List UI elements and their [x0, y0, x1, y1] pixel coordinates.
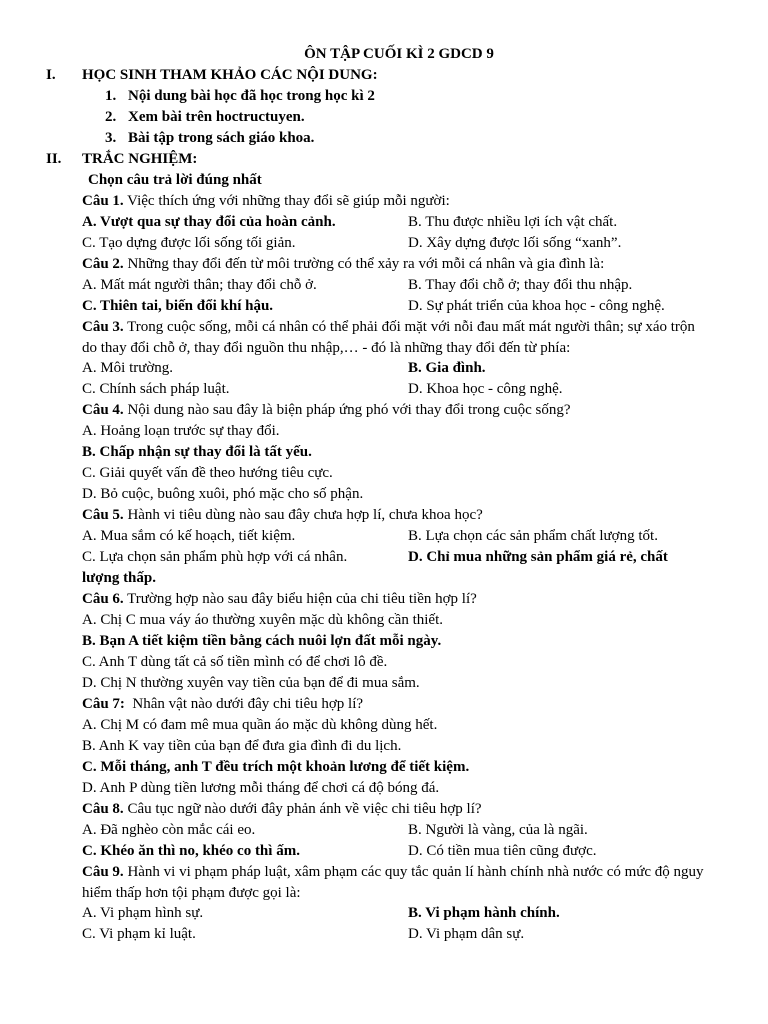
option-a: A. Chị M có đam mê mua quần áo mặc dù không dùng hết. — [82, 716, 438, 733]
question-label: Câu 2. — [82, 256, 124, 272]
option-b: B. Người là vàng, của là ngãi. — [408, 821, 588, 838]
question-text: Trường hợp nào sau đây biểu hiện của chi tiêu tiền hợp lí? — [123, 590, 477, 607]
list-item — [105, 107, 768, 128]
option-c: C. Lựa chọn sản phẩm phù hợp với cá nhân. — [82, 549, 348, 566]
question-text: Hành vi tiêu dùng nào sau đây chưa hợp lí, chưa khoa học? — [123, 507, 483, 524]
option-a: A. Vượt qua sự thay đổi của hoàn cảnh. — [82, 214, 336, 230]
question-label: Câu 4. — [82, 402, 124, 419]
options-row — [0, 547, 768, 588]
list-item-number: 3. — [105, 130, 117, 146]
option-d: D. Chỉ mua những sản phẩm giá rẻ, chất lượng thấp. — [82, 549, 668, 587]
list-item-text: Xem bài trên hoctructuyen. — [128, 109, 305, 125]
list-item-text: Bài tập trong sách giáo khoa. — [128, 130, 315, 146]
option-a: A. Môi trường. — [82, 360, 174, 377]
section-1-list — [0, 86, 768, 149]
option-a: A. Hoảng loạn trước sự thay đổi. — [82, 423, 280, 440]
options-row — [0, 275, 768, 296]
question-3 — [0, 317, 768, 358]
options-row — [0, 296, 768, 317]
option-c: C. Vi phạm kỉ luật. — [82, 926, 196, 943]
question-text: Hành vi vi phạm pháp luật, xâm phạm các quy tắc quản lí hành chính nhà nước có mức độ nguy hiểm thấp hơn tội phạm được gọi là: — [82, 863, 704, 901]
option-b: B. Thu được nhiều lợi ích vật chất. — [408, 214, 618, 230]
options-row — [0, 841, 768, 862]
option-b: B. Lựa chọn các sản phẩm chất lượng tốt. — [408, 528, 658, 545]
question-1 — [0, 191, 768, 212]
option-b: B. Thay đổi chỗ ở; thay đổi thu nhập. — [408, 277, 633, 293]
option-a: A. Mất mát người thân; thay đổi chỗ ở. — [82, 277, 317, 293]
question-label: Câu 9. — [82, 863, 124, 880]
section-2-title: TRẮC NGHIỆM: — [82, 151, 198, 167]
document-page — [0, 44, 768, 945]
option-b: B. Vi phạm hành chính. — [408, 905, 560, 922]
option-d: D. Vi phạm dân sự. — [408, 926, 525, 943]
option-d: D. Bỏ cuộc, buông xuôi, phó mặc cho số phận. — [82, 486, 364, 503]
option-d: D. Anh P dùng tiền lương mỗi tháng để chơi cá độ bóng đá. — [82, 779, 440, 796]
options-row — [0, 358, 768, 379]
question-text: Việc thích ứng với những thay đổi sẽ giúp mỗi người: — [123, 193, 450, 209]
options-row — [0, 820, 768, 841]
question-label: Câu 8. — [82, 800, 124, 817]
question-text: Câu tục ngữ nào dưới đây phản ánh về việc chi tiêu hợp lí? — [123, 800, 482, 817]
options-row — [0, 924, 768, 945]
question-text: Nội dung nào sau đây là biện pháp ứng phó với thay đổi trong cuộc sống? — [123, 402, 571, 419]
question-7 — [0, 694, 768, 715]
question-label: Câu 3. — [82, 319, 124, 335]
option-b: B. Bạn A tiết kiệm tiền bằng cách nuôi lợn đất mỗi ngày. — [82, 632, 442, 649]
option-c: C. Anh T dùng tất cả số tiền mình có để chơi lô đề. — [82, 653, 388, 670]
option-b: B. Anh K vay tiền của bạn để đưa gia đình đi du lịch. — [82, 737, 402, 754]
option-d: D. Khoa học - công nghệ. — [408, 381, 563, 398]
question-label: Câu 1. — [82, 193, 124, 209]
options-row — [0, 233, 768, 254]
question-5 — [0, 505, 768, 526]
option-c: C. Khéo ăn thì no, khéo co thì ấm. — [82, 842, 300, 859]
option-d: D. Sự phát triển của khoa học - công nghệ. — [408, 298, 665, 314]
question-text: Nhân vật nào dưới đây chi tiêu hợp lí? — [124, 695, 364, 712]
options-row — [0, 212, 768, 233]
list-item-text: Nội dung bài học đã học trong học kì 2 — [128, 88, 375, 104]
options-row — [0, 379, 768, 400]
options-row — [0, 526, 768, 547]
options-row — [0, 903, 768, 924]
option-d: D. Chị N thường xuyên vay tiền của bạn để đi mua sắm. — [82, 674, 420, 691]
option-b: B. Chấp nhận sự thay đổi là tất yếu. — [82, 444, 312, 461]
option-c: C. Thiên tai, biến đổi khí hậu. — [82, 298, 274, 314]
list-item — [105, 128, 768, 149]
option-d: D. Có tiền mua tiên cũng được. — [408, 842, 597, 859]
question-4 — [0, 400, 768, 421]
section-1-heading — [0, 65, 768, 86]
option-c: C. Tạo dựng được lối sống tối giản. — [82, 235, 296, 251]
option-a: A. Đã nghèo còn mắc cái eo. — [82, 821, 256, 838]
option-c: C. Mỗi tháng, anh T đều trích một khoản lương để tiết kiệm. — [82, 758, 470, 775]
option-d: D. Xây dựng được lối sống “xanh”. — [408, 235, 622, 251]
question-9 — [0, 862, 768, 903]
list-item-number: 1. — [105, 88, 117, 104]
section-2-number: II. — [46, 151, 62, 167]
option-a: A. Mua sắm có kế hoạch, tiết kiệm. — [82, 528, 296, 545]
question-label: Câu 7: — [82, 695, 125, 712]
list-item-number: 2. — [105, 109, 117, 125]
option-b: B. Gia đình. — [408, 360, 486, 377]
section-1-title: HỌC SINH THAM KHẢO CÁC NỘI DUNG: — [82, 67, 378, 83]
section-2-heading — [0, 149, 768, 170]
question-label: Câu 5. — [82, 507, 124, 524]
option-a: A. Chị C mua váy áo thường xuyên mặc dù không cần thiết. — [82, 611, 443, 628]
option-a: A. Vi phạm hình sự. — [82, 905, 204, 922]
section-1-number: I. — [46, 67, 56, 83]
option-c: C. Giải quyết vấn đề theo hướng tiêu cực. — [82, 465, 333, 482]
option-c: C. Chính sách pháp luật. — [82, 381, 230, 398]
instruction: Chọn câu trả lời đúng nhất — [88, 172, 262, 188]
question-text: Những thay đổi đến từ môi trường có thể xảy ra với mỗi cá nhân và gia đình là: — [123, 256, 605, 272]
question-label: Câu 6. — [82, 590, 124, 607]
question-text: Trong cuộc sống, mỗi cá nhân có thể phải đối mặt với nỗi đau mất mát người thân; sự xáo trộn do thay đổi chỗ ở, thay đổi nguồn thu nhập,… - đó là những thay đổi đến từ phía: — [82, 319, 695, 356]
question-6 — [0, 589, 768, 610]
question-8 — [0, 799, 768, 820]
list-item — [105, 86, 768, 107]
question-2 — [0, 254, 768, 275]
page-title: ÔN TẬP CUỐI KÌ 2 GDCD 9 — [304, 46, 494, 62]
